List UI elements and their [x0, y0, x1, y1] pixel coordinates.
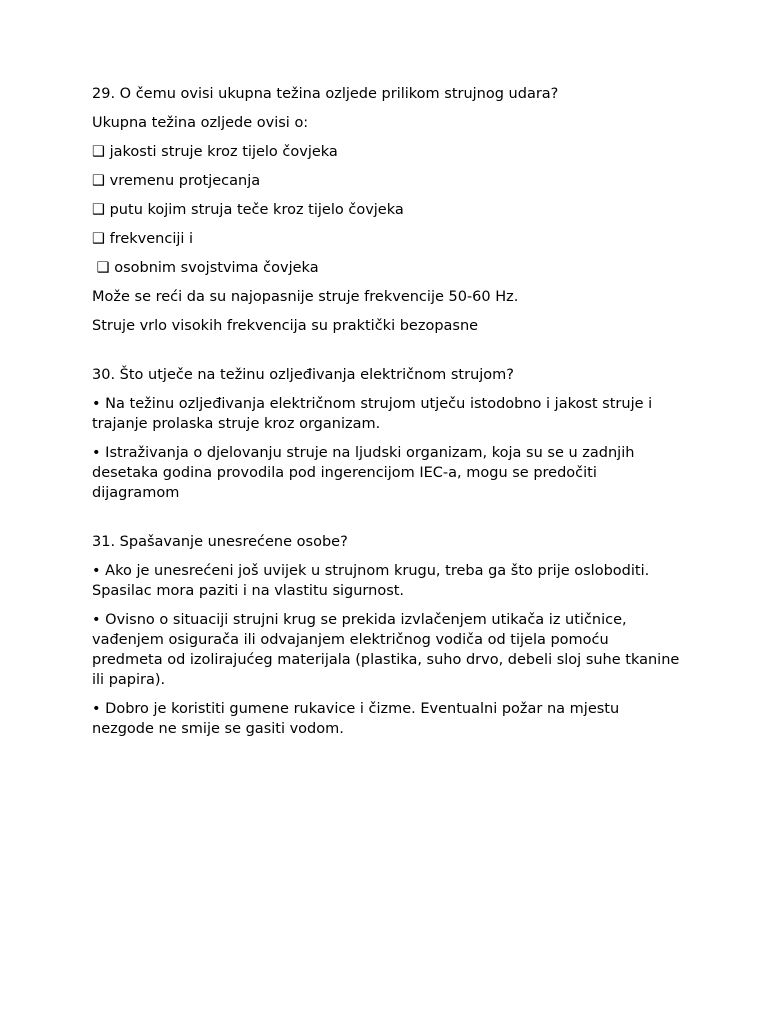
question-29-intro: Ukupna težina ozljede ovisi o: [92, 115, 309, 131]
checklist-item: ❑ frekvenciji i [92, 231, 194, 247]
bullet-paragraph: • Ovisno o situaciji strujni krug se prekida izvlačenjem utikača iz utičnice, vađenjem osigurača ili odvajanjem električnog vodiča od tijela pomoću predmeta od izolirajućeg materijala (plastika, suho drvo, debeli sloj suhe tkanine ili papira). [92, 612, 684, 688]
checklist-item: ❑ vremenu protjecanja [92, 173, 261, 189]
bullet-paragraph: • Ako je unesrećeni još uvijek u strujnom krugu, treba ga što prije osloboditi. Spasilac mora paziti i na vlastitu sigurnost. [92, 563, 654, 599]
question-29-heading: 29. O čemu ovisi ukupna težina ozljede prilikom strujnog udara? [92, 86, 559, 102]
question-31-heading: 31. Spašavanje unesrećene osobe? [92, 534, 348, 550]
question-30-heading: 30. Što utječe na težinu ozljeđivanja električnom strujom? [92, 367, 514, 383]
bullet-paragraph: • Na težinu ozljeđivanja električnom strujom utječu istodobno i jakost struje i trajanje prolaska struje kroz organizam. [92, 396, 657, 432]
checklist-item: ❑ osobnim svojstvima čovjeka [92, 260, 319, 276]
bullet-paragraph: • Dobro je koristiti gumene rukavice i čizme. Eventualni požar na mjestu nezgode ne smije se gasiti vodom. [92, 701, 624, 737]
checklist-item: ❑ putu kojim struja teče kroz tijelo čovjeka [92, 202, 404, 218]
note-paragraph: Može se reći da su najopasnije struje frekvencije 50-60 Hz. [92, 289, 519, 305]
checklist-item: ❑ jakosti struje kroz tijelo čovjeka [92, 144, 338, 160]
document-page [92, 84, 682, 739]
note-paragraph: Struje vrlo visokih frekvencija su praktički bezopasne [92, 318, 479, 334]
bullet-paragraph: • Istraživanja o djelovanju struje na ljudski organizam, koja su se u zadnjih desetaka godina provodila pod ingerencijom IEC-a, mogu se predočiti dijagramom [92, 445, 640, 501]
